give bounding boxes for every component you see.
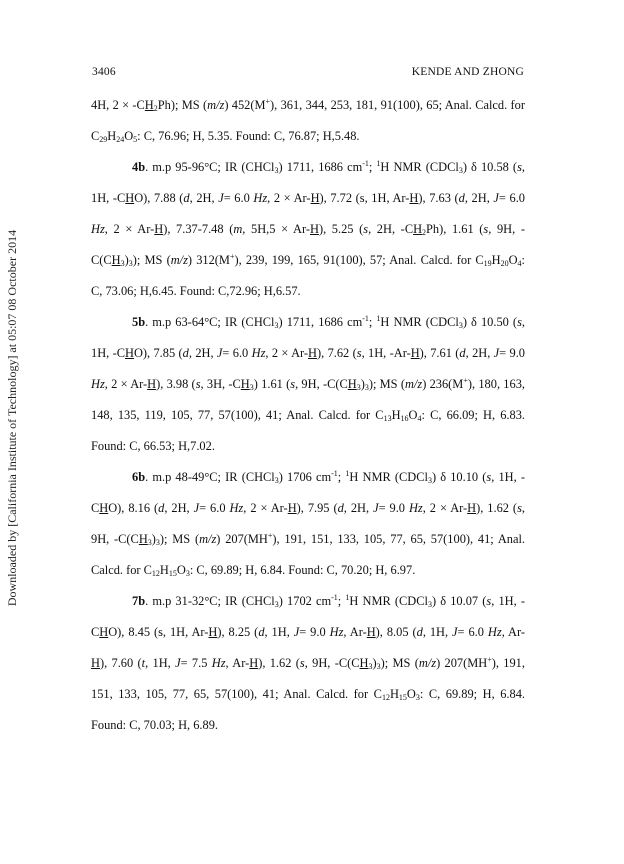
running-header <box>92 66 524 82</box>
compound-entry-4b: 4b. m.p 95-96°C; IR (CHCl$_3$) 1711, 1686 $cm^{-1}$; $^1$H NMR (CDCl$_3$) δ 10.58 (s, 1H, -CHO), 7.88 (d, 2H, J= 6.0 Hz, 2 × Ar-H), 7.72 (s, 1H, Ar-H), 7.63 (d, 2H, J= 6.0 Hz, 2 × Ar-H), 7.37-7.48 (m, 5H,5 × Ar-H), 5.25 (s, 2H, $-CH_2Ph$), 1.61 (s, 9H, $-C(CH_3)_3$); MS (m/z) 312(M+), 239, 199, 165, 91(100), 57; Anal. Calcd. for $C_{19}H_{20}O_4$: C, 73.06; H,6.45. Found: C,72.96; H,6.57. <box>91 159 525 298</box>
download-watermark: Downloaded by [California Institute of Technology] at 05:07 08 October 2014 <box>5 229 19 607</box>
compound-entry-5b: 5b. m.p 63-64°C; IR (CHCl$_3$) 1711, 1686 $cm^{-1}$; $^1$H NMR (CDCl$_3$) δ 10.50 (s, 1H, -CHO), 7.85 (d, 2H, J= 6.0 Hz, 2 × Ar-H), 7.62 (s, 1H, -Ar-H), 7.61 (d, 2H, J= 9.0 Hz, 2 × Ar-H), 3.98 (s, 3H, $-CH_3$) 1.61 (s, 9H, $-C(CH_3)_3$); MS (m/z) 236(M+), 180, 163, 148, 135, 119, 105, 77, 57(100), 41; Anal. Calcd. for $C_{13}H_{16}O_4$: C, 66.09; H, 6.83. Found: C, 66.53; H,7.02. <box>91 314 526 453</box>
compound-label: 7b <box>132 594 146 608</box>
page-number: 3406 <box>92 66 116 78</box>
paragraph-continuation: 4H, $2 \times -CH_2Ph$); MS (m/z) 452(M+), 361, 344, 253, 181, 91(100), 65; Anal. Calcd. for $C_{29}H_{24}O_5$: C, 76.96; H, 5.35. Found: C, 76.87; H,5.48. <box>91 97 525 144</box>
compound-label: 4b <box>132 160 146 174</box>
compound-entry-7b: 7b. m.p 31-32°C; IR (CHCl$_3$) 1702 $cm^{-1}$; $^1$H NMR (CDCl$_3$) δ 10.07 (s, 1H, -CHO), 8.45 (s, 1H, Ar-H), 8.25 (d, 1H, J= 9.0 Hz, Ar-H), 8.05 (d, 1H, J= 6.0 Hz, Ar-H), 7.60 (t, 1H, J= 7.5 Hz, Ar-H), 1.62 (s, 9H, $-C(CH_3)_3$); MS (m/z) 207(MH+), 191, 151, 133, 105, 77, 65, 57(100), 41; Anal. Calcd. for $C_{12}H_{15}O_3$: C, 69.89; H, 6.84. Found: C, 70.03; H, 6.89. <box>91 593 526 732</box>
compound-label: 6b <box>132 470 146 484</box>
experimental-text <box>91 90 525 741</box>
compound-label: 5b <box>132 315 146 329</box>
compound-entry-6b: 6b. m.p 48-49°C; IR (CHCl$_3$) 1706 $cm^{-1}$; $^1$H NMR (CDCl$_3$) δ 10.10 (s, 1H, -CHO), 8.16 (d, 2H, J= 6.0 Hz, 2 × Ar-H), 7.95 (d, 2H, J= 9.0 Hz, 2 × Ar-H), 1.62 (s, 9H, $-C(CH_3)_3$); MS (m/z) 207(MH+), 191, 151, 133, 105, 77, 65, 57(100), 41; Anal. Calcd. for $C_{12}H_{15}O_3$: C, 69.89; H, 6.84. Found: C, 70.20; H, 6.97. <box>91 469 526 578</box>
running-title: KENDE AND ZHONG <box>411 66 524 78</box>
